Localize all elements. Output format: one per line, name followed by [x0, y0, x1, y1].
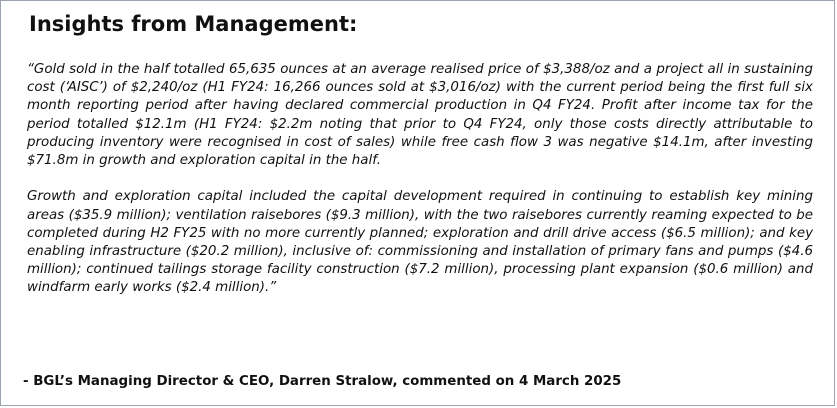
quote-attribution: - BGL’s Managing Director & CEO, Darren Stralow, commented on 4 March 2025: [23, 374, 622, 389]
quote-paragraph-1: “Gold sold in the half totalled 65,635 ounces at an average realised price of $3,388/oz and a project all in sustaining cost (‘AISC’) of $2,240/oz (H1 FY24: 16,266 ounces sold at $3,016/oz) with the current period being the first full six month reporting period after having declared commercial production in Q4 FY24. Profit after income tax for the period totalled $12.1m (H1 FY24: $2.2m noting that prior to Q4 FY24, only those costs directly attributable to producing inventory were recognised in cost of sales) while free cash flow 3 was negative $14.1m, after investing $71.8m in growth and exploration capital in the half.: [27, 62, 813, 169]
management-quote: [27, 61, 813, 298]
panel-title: Insights from Management:: [29, 12, 358, 36]
quote-paragraph-2: Growth and exploration capital included the capital development required in continuing to establish key mining areas ($35.9 million); ventilation raisebores ($9.3 million), with the two raisebores currently reaming expected to be completed during H2 FY25 with no more currently planned; exploration and drill drive access ($6.5 million); and key enabling infrastructure ($20.2 million), inclusive of: commissioning and installation of primary fans and pumps ($4.6 million); continued tailings storage facility construction ($7.2 million), processing plant expansion ($0.6 million) and windfarm early works ($2.4 million).”: [27, 189, 813, 296]
